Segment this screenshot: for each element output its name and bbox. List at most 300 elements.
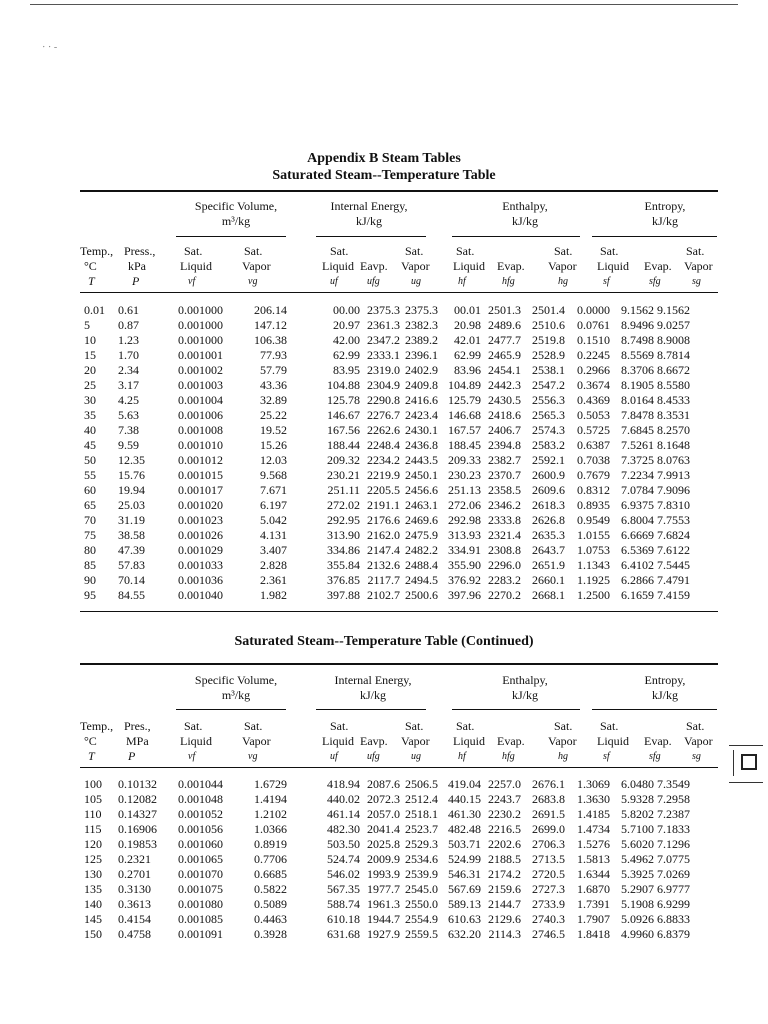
cell-sfg: 6.4102 (621, 558, 654, 572)
cell-ug: 2500.6 (405, 588, 438, 602)
cell-ug: 2494.5 (405, 573, 438, 587)
cell-vf: 0.001006 (178, 408, 223, 422)
table2-internal-energy-underline (316, 709, 426, 710)
cell-hf: 104.89 (448, 378, 481, 392)
cell-temp: 120 (84, 837, 102, 851)
cell-hg: 2691.5 (532, 807, 565, 821)
table-row (80, 438, 690, 453)
cell-ufg: 2102.7 (367, 588, 400, 602)
cell-hg: 2609.6 (532, 483, 565, 497)
cell-sf: 0.3674 (577, 378, 610, 392)
cell-hg: 2699.0 (532, 822, 565, 836)
cell-sf: 0.4369 (577, 393, 610, 407)
table2-col-hf-1: Sat. (456, 719, 475, 733)
table1-col-hf-1: Sat. (456, 244, 475, 258)
cell-uf: 20.97 (333, 318, 360, 332)
cell-vg: 0.8919 (254, 837, 287, 851)
cell-vg: 2.828 (260, 558, 287, 572)
cell-hfg: 2270.2 (488, 588, 521, 602)
cell-hfg: 2321.4 (488, 528, 521, 542)
cell-vf: 0.001033 (178, 558, 223, 572)
cell-temp: 115 (84, 822, 102, 836)
cell-ug: 2375.3 (405, 303, 438, 317)
table-row (80, 777, 690, 792)
cell-ufg: 2072.3 (367, 792, 400, 806)
cell-hfg: 2489.6 (488, 318, 521, 332)
cell-sf: 1.1925 (577, 573, 610, 587)
cell-vg: 1.0366 (254, 822, 287, 836)
table1-bottom-rule (80, 611, 718, 612)
table-row (80, 852, 690, 867)
table1-internal-energy-unit: kJ/kg (355, 214, 382, 228)
cell-ug: 2443.5 (405, 453, 438, 467)
cell-vg: 5.042 (260, 513, 287, 527)
cell-sg: 7.8310 (657, 498, 690, 512)
cell-hg: 2668.1 (532, 588, 565, 602)
cell-sf: 1.7391 (577, 897, 610, 911)
table2-title: Saturated Steam--Temperature Table (Continued) (234, 634, 534, 649)
table1-title: Saturated Steam--Temperature Table (272, 168, 496, 183)
cell-sg: 7.4159 (657, 588, 690, 602)
cell-temp: 55 (84, 468, 96, 482)
cell-hfg: 2501.3 (488, 303, 521, 317)
cell-hf: 188.45 (448, 438, 481, 452)
cell-sf: 1.3630 (577, 792, 610, 806)
table-row (80, 468, 690, 483)
cell-ufg: 2147.4 (367, 543, 400, 557)
cell-ug: 2416.6 (405, 393, 438, 407)
cell-ug: 2396.1 (405, 348, 438, 362)
table-row (80, 348, 690, 363)
cell-vg: 0.6685 (254, 867, 287, 881)
cell-sg: 7.6824 (657, 528, 690, 542)
table1-col-vf-1: Sat. (184, 244, 203, 258)
cell-sf: 1.5813 (577, 852, 610, 866)
cell-sg: 7.3549 (657, 777, 690, 791)
cell-sf: 0.5725 (577, 423, 610, 437)
cell-sg: 8.5580 (657, 378, 690, 392)
cell-ufg: 2041.4 (367, 822, 400, 836)
cell-hfg: 2370.7 (488, 468, 521, 482)
cell-sg: 6.9299 (657, 897, 690, 911)
cell-sfg: 5.1908 (621, 897, 654, 911)
cell-temp: 110 (84, 807, 102, 821)
cell-sfg: 5.8202 (621, 807, 654, 821)
cell-temp: 100 (84, 777, 102, 791)
cell-pressure: 31.19 (118, 513, 145, 527)
table2-col-sg-3: sg (692, 751, 701, 762)
cell-pressure: 4.25 (118, 393, 139, 407)
cell-vg: 43.36 (260, 378, 287, 392)
table1-col-hf-2: Liquid (453, 259, 485, 273)
table1-col-sg-1: Sat. (686, 244, 705, 258)
cell-hfg: 2418.6 (488, 408, 521, 422)
cell-sg: 7.2958 (657, 792, 690, 806)
cell-pressure: 84.55 (118, 588, 145, 602)
cell-temp: 5 (84, 318, 90, 332)
table1-col-sf-2: Liquid (597, 259, 629, 273)
cell-sf: 1.8418 (577, 927, 610, 941)
cell-uf: 376.85 (327, 573, 360, 587)
cell-vg: 0.7706 (254, 852, 287, 866)
cell-temp: 20 (84, 363, 96, 377)
cell-vf: 0.001026 (178, 528, 223, 542)
table1-body (80, 303, 690, 603)
cell-uf: 397.88 (327, 588, 360, 602)
cell-sf: 1.4734 (577, 822, 610, 836)
table1-enthalpy-unit: kJ/kg (511, 214, 538, 228)
cell-ufg: 2162.0 (367, 528, 400, 542)
cell-pressure: 0.12082 (118, 792, 157, 806)
cell-hg: 2660.1 (532, 573, 565, 587)
cell-hf: 589.13 (448, 897, 481, 911)
cell-hfg: 2333.8 (488, 513, 521, 527)
cell-hfg: 2477.7 (488, 333, 521, 347)
table1-col-vg-1: Sat. (244, 244, 263, 258)
cell-sfg: 6.6669 (621, 528, 654, 542)
cell-sfg: 6.9375 (621, 498, 654, 512)
cell-hg: 2727.3 (532, 882, 565, 896)
cell-sg: 7.0775 (657, 852, 690, 866)
cell-ufg: 2117.7 (367, 573, 400, 587)
cell-ufg: 1993.9 (367, 867, 400, 881)
cell-temp: 10 (84, 333, 96, 347)
table2-col-sg-2: Vapor (684, 734, 713, 748)
cell-vg: 15.26 (260, 438, 287, 452)
cell-sg: 8.4533 (657, 393, 690, 407)
cell-pressure: 0.87 (118, 318, 139, 332)
cell-hfg: 2454.1 (488, 363, 521, 377)
cell-sfg: 5.3925 (621, 867, 654, 881)
cell-vg: 12.03 (260, 453, 287, 467)
cell-hfg: 2144.7 (488, 897, 521, 911)
cell-ug: 2463.1 (405, 498, 438, 512)
cell-temp: 140 (84, 897, 102, 911)
cell-hfg: 2308.8 (488, 543, 521, 557)
cell-sf: 1.6344 (577, 867, 610, 881)
cell-sf: 1.6870 (577, 882, 610, 896)
cell-ufg: 2290.8 (367, 393, 400, 407)
table2-col-hfg-1: Evap. (497, 734, 525, 748)
cell-sfg: 9.1562 (621, 303, 654, 317)
cell-sg: 7.0269 (657, 867, 690, 881)
table-row (80, 423, 690, 438)
table1-col-vf-3: vf (188, 276, 196, 287)
cell-vg: 9.568 (260, 468, 287, 482)
cell-vg: 77.93 (260, 348, 287, 362)
cell-temp: 90 (84, 573, 96, 587)
cell-sg: 8.6672 (657, 363, 690, 377)
cell-hf: 482.48 (448, 822, 481, 836)
cell-pressure: 19.94 (118, 483, 145, 497)
cell-hfg: 2129.6 (488, 912, 521, 926)
cell-sfg: 7.8478 (621, 408, 654, 422)
table2-col-vg-3: vg (248, 751, 258, 762)
table-row (80, 513, 690, 528)
table1-col-ug-2: Vapor (401, 259, 430, 273)
cell-sg: 7.7553 (657, 513, 690, 527)
table-row (80, 927, 690, 942)
table1-col-press-3: P (132, 274, 140, 288)
cell-vf: 0.001036 (178, 573, 223, 587)
cell-hfg: 2243.7 (488, 792, 521, 806)
cell-vf: 0.001048 (178, 792, 223, 806)
cell-hfg: 2394.8 (488, 438, 521, 452)
cell-vg: 32.89 (260, 393, 287, 407)
cell-sfg: 6.1659 (621, 588, 654, 602)
table1-col-sfg-2: sfg (649, 276, 661, 287)
table-row (80, 558, 690, 573)
table2-col-hfg-2: hfg (502, 751, 515, 762)
cell-vf: 0.001008 (178, 423, 223, 437)
cell-uf: 524.74 (327, 852, 360, 866)
table1-specific-volume-heading: Specific Volume, (194, 199, 278, 213)
cell-sfg: 8.3706 (621, 363, 654, 377)
cell-uf: 610.18 (327, 912, 360, 926)
cell-vf: 0.001070 (178, 867, 223, 881)
cell-ufg: 2176.6 (367, 513, 400, 527)
cell-temp: 30 (84, 393, 96, 407)
cell-vf: 0.001003 (178, 378, 223, 392)
cell-sfg: 6.5369 (621, 543, 654, 557)
cell-hfg: 2202.6 (488, 837, 521, 851)
table1-col-ug-3: ug (411, 276, 421, 287)
table-row (80, 378, 690, 393)
cell-pressure: 0.10132 (118, 777, 157, 791)
cell-vg: 6.197 (260, 498, 287, 512)
cell-vf: 0.001075 (178, 882, 223, 896)
cell-sg: 8.0763 (657, 453, 690, 467)
table2-col-temp-1: Temp., (80, 719, 114, 733)
cell-hf: 230.23 (448, 468, 481, 482)
cell-temp: 95 (84, 588, 96, 602)
cell-hg: 2626.8 (532, 513, 565, 527)
cell-ug: 2554.9 (405, 912, 438, 926)
cell-hfg: 2114.3 (488, 927, 521, 941)
table-row (80, 897, 690, 912)
cell-vf: 0.001056 (178, 822, 223, 836)
cell-vg: 3.407 (260, 543, 287, 557)
cell-uf: 230.21 (327, 468, 360, 482)
cell-uf: 313.90 (327, 528, 360, 542)
margin-rule-top (729, 745, 763, 746)
page-top-rule (30, 4, 738, 5)
cell-sg: 7.1296 (657, 837, 690, 851)
cell-sfg: 8.1905 (621, 378, 654, 392)
table1-header-rule (80, 292, 718, 293)
cell-temp: 0.01 (84, 303, 105, 317)
table2-col-vf-3: vf (188, 751, 196, 762)
table2-entropy-unit: kJ/kg (651, 688, 678, 702)
cell-hfg: 2296.0 (488, 558, 521, 572)
table-row (80, 363, 690, 378)
cell-hg: 2676.1 (532, 777, 565, 791)
cell-hg: 2519.8 (532, 333, 565, 347)
cell-hfg: 2465.9 (488, 348, 521, 362)
cell-sfg: 7.0784 (621, 483, 654, 497)
table1-col-ug-1: Sat. (405, 244, 424, 258)
cell-sg: 9.0257 (657, 318, 690, 332)
table1-col-press-2: kPa (128, 259, 146, 273)
cell-ug: 2409.8 (405, 378, 438, 392)
cell-uf: 167.56 (327, 423, 360, 437)
cell-sg: 8.3531 (657, 408, 690, 422)
cell-hfg: 2442.3 (488, 378, 521, 392)
table1-col-hg-1: Sat. (554, 244, 573, 258)
cell-vg: 106.38 (254, 333, 287, 347)
cell-pressure: 12.35 (118, 453, 145, 467)
cell-pressure: 47.39 (118, 543, 145, 557)
cell-uf: 272.02 (327, 498, 360, 512)
cell-sf: 1.0155 (577, 528, 610, 542)
table2-enthalpy-unit: kJ/kg (511, 688, 538, 702)
cell-vf: 0.001091 (178, 927, 223, 941)
cell-ug: 2559.5 (405, 927, 438, 941)
cell-sg: 7.9096 (657, 483, 690, 497)
table1-specific-volume-underline (176, 236, 286, 237)
cell-hg: 2538.1 (532, 363, 565, 377)
table2-col-ug-3: ug (411, 751, 421, 762)
table2-col-hf-3: hf (458, 751, 466, 762)
cell-sg: 6.8379 (657, 927, 690, 941)
cell-pressure: 70.14 (118, 573, 145, 587)
cell-hf: 00.01 (454, 303, 481, 317)
cell-uf: 104.88 (327, 378, 360, 392)
cell-hf: 546.31 (448, 867, 481, 881)
cell-vf: 0.001040 (178, 588, 223, 602)
cell-vf: 0.001001 (178, 348, 223, 362)
table2-col-sfg-1: Evap. (644, 734, 672, 748)
cell-sf: 0.2245 (577, 348, 610, 362)
table-row (80, 483, 690, 498)
cell-hf: 125.79 (448, 393, 481, 407)
cell-hf: 62.99 (454, 348, 481, 362)
table-row (80, 393, 690, 408)
cell-sf: 0.7679 (577, 468, 610, 482)
cell-hg: 2683.8 (532, 792, 565, 806)
cell-temp: 60 (84, 483, 96, 497)
table1-col-temp-3: T (88, 274, 95, 288)
cell-sg: 6.8833 (657, 912, 690, 926)
cell-temp: 25 (84, 378, 96, 392)
cell-hf: 503.71 (448, 837, 481, 851)
cell-hf: 146.68 (448, 408, 481, 422)
cell-hf: 167.57 (448, 423, 481, 437)
cell-hf: 376.92 (448, 573, 481, 587)
table2-col-hg-3: hg (558, 751, 568, 762)
table-row (80, 453, 690, 468)
cell-sfg: 8.5569 (621, 348, 654, 362)
cell-hf: 419.04 (448, 777, 481, 791)
table1-entropy-heading: Entropy, (644, 199, 686, 213)
cell-hf: 313.93 (448, 528, 481, 542)
cell-uf: 209.32 (327, 453, 360, 467)
cell-uf: 188.44 (327, 438, 360, 452)
table2-col-press-3: P (128, 749, 136, 763)
table1-entropy-underline (592, 236, 717, 237)
cell-ufg: 2205.5 (367, 483, 400, 497)
cell-ug: 2482.2 (405, 543, 438, 557)
cell-hg: 2556.3 (532, 393, 565, 407)
table2-col-sf-1: Sat. (600, 719, 619, 733)
cell-vg: 25.22 (260, 408, 287, 422)
table2-col-ufg-2: ufg (367, 751, 380, 762)
cell-vf: 0.001080 (178, 897, 223, 911)
cell-hfg: 2346.2 (488, 498, 521, 512)
cell-sf: 0.0761 (577, 318, 610, 332)
cell-vf: 0.001010 (178, 438, 223, 452)
cell-pressure: 38.58 (118, 528, 145, 542)
cell-hf: 524.99 (448, 852, 481, 866)
cell-temp: 65 (84, 498, 96, 512)
table2-specific-volume-unit: m³/kg (221, 688, 251, 702)
cell-vf: 0.001004 (178, 393, 223, 407)
cell-sg: 7.2387 (657, 807, 690, 821)
table1-col-temp-2: °C (84, 259, 97, 273)
cell-pressure: 0.2701 (118, 867, 151, 881)
cell-pressure: 57.83 (118, 558, 145, 572)
table2-entropy-heading: Entropy, (644, 673, 686, 687)
cell-vg: 147.12 (254, 318, 287, 332)
table1-col-press-1: Press., (124, 244, 156, 258)
cell-hfg: 2406.7 (488, 423, 521, 437)
table1-col-hfg-1: Evap. (497, 259, 525, 273)
cell-temp: 35 (84, 408, 96, 422)
table-row (80, 303, 690, 318)
cell-ug: 2518.1 (405, 807, 438, 821)
cell-vg: 0.4463 (254, 912, 287, 926)
cell-hg: 2501.4 (532, 303, 565, 317)
cell-ufg: 2375.3 (367, 303, 400, 317)
cell-sfg: 6.8004 (621, 513, 654, 527)
cell-hg: 2651.9 (532, 558, 565, 572)
margin-tick (733, 750, 734, 776)
cell-pressure: 5.63 (118, 408, 139, 422)
table1-col-ufg-2: ufg (367, 276, 380, 287)
table-row (80, 528, 690, 543)
cell-uf: 355.84 (327, 558, 360, 572)
cell-ufg: 2219.9 (367, 468, 400, 482)
cell-ug: 2430.1 (405, 423, 438, 437)
table-row (80, 807, 690, 822)
table2-col-ug-1: Sat. (405, 719, 424, 733)
cell-vf: 0.001000 (178, 333, 223, 347)
cell-temp: 75 (84, 528, 96, 542)
table1-col-hf-3: hf (458, 276, 466, 287)
table1-enthalpy-heading: Enthalpy, (502, 199, 548, 213)
cell-sf: 0.2966 (577, 363, 610, 377)
cell-sfg: 7.5261 (621, 438, 654, 452)
table2-col-hf-2: Liquid (453, 734, 485, 748)
table2-col-hg-1: Sat. (554, 719, 573, 733)
table1-col-sg-2: Vapor (684, 259, 713, 273)
cell-pressure: 1.23 (118, 333, 139, 347)
cell-temp: 50 (84, 453, 96, 467)
cell-ug: 2450.1 (405, 468, 438, 482)
cell-uf: 461.14 (327, 807, 360, 821)
cell-uf: 00.00 (333, 303, 360, 317)
cell-vg: 57.79 (260, 363, 287, 377)
cell-vg: 2.361 (260, 573, 287, 587)
table2-rows (80, 777, 690, 942)
cell-ufg: 2087.6 (367, 777, 400, 791)
cell-vg: 0.5089 (254, 897, 287, 911)
cell-uf: 83.95 (333, 363, 360, 377)
table-row (80, 408, 690, 423)
cell-ug: 2550.0 (405, 897, 438, 911)
cell-pressure: 3.17 (118, 378, 139, 392)
cell-hf: 292.98 (448, 513, 481, 527)
